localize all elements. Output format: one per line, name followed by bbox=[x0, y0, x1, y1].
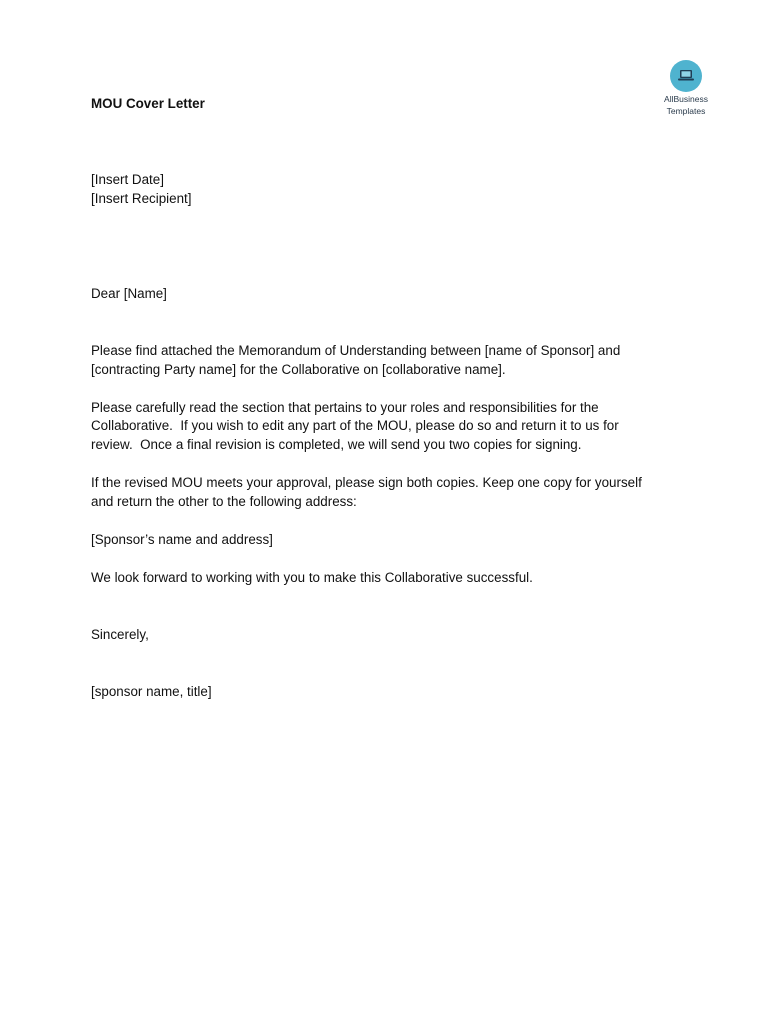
sign-off: Sincerely, bbox=[91, 627, 149, 642]
paragraph-2-line-2: Collaborative. If you wish to edit any part of the MOU, please do so and return it to us for bbox=[91, 418, 619, 433]
logo-text-line2: Templates bbox=[666, 106, 706, 116]
paragraph-3-line-2: and return the other to the following address: bbox=[91, 494, 357, 509]
logo bbox=[656, 60, 716, 116]
laptop-icon bbox=[670, 60, 702, 92]
sponsor-address-placeholder: [Sponsor’s name and address] bbox=[91, 532, 273, 547]
paragraph-1-line-2: [contracting Party name] for the Collaborative on [collaborative name]. bbox=[91, 362, 506, 377]
paragraph-2-line-1: Please carefully read the section that pertains to your roles and responsibilities for the bbox=[91, 400, 599, 415]
date-placeholder: [Insert Date] bbox=[91, 172, 164, 187]
paragraph-3-line-1: If the revised MOU meets your approval, please sign both copies. Keep one copy for yourself bbox=[91, 475, 642, 490]
salutation: Dear [Name] bbox=[91, 286, 167, 301]
paragraph-1-line-1: Please find attached the Memorandum of Understanding between [name of Sponsor] and bbox=[91, 343, 621, 358]
letter-title: MOU Cover Letter bbox=[91, 96, 205, 111]
paragraph-2-line-3: review. Once a final revision is completed, we will send you two copies for signing. bbox=[91, 437, 582, 452]
signature-placeholder: [sponsor name, title] bbox=[91, 684, 212, 699]
recipient-placeholder: [Insert Recipient] bbox=[91, 191, 192, 206]
logo-text-line1: AllBusiness bbox=[664, 94, 708, 104]
closing-line: We look forward to working with you to make this Collaborative successful. bbox=[91, 570, 533, 585]
